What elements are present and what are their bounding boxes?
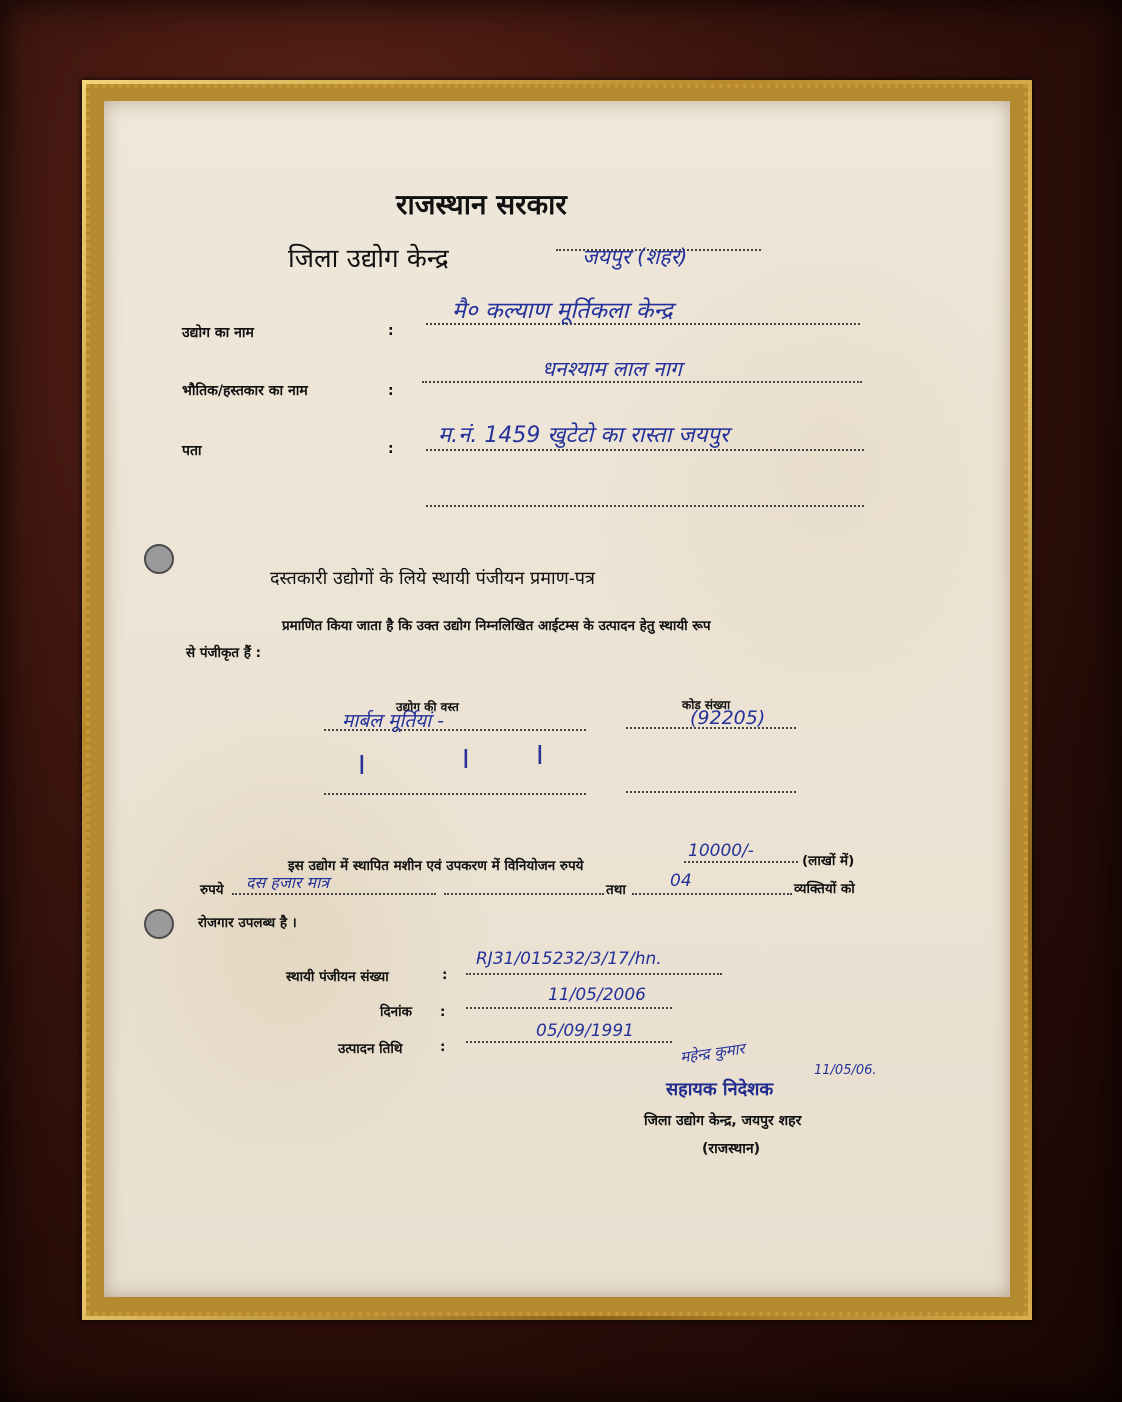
colon: :	[388, 323, 394, 339]
ditto-mark: I	[358, 751, 366, 781]
address-line-1	[426, 449, 864, 451]
address-value: म.नं. 1459 खुटेटो का रास्ता जयपुर	[438, 423, 729, 448]
district-handwritten: जयपुर (शहर)	[582, 245, 688, 269]
employment-text: रोजगार उपलब्ध है ।	[198, 915, 297, 931]
lakhs-suffix: (लाखों में)	[802, 853, 855, 869]
registration-line	[466, 973, 722, 975]
item-column-header: उद्योग की वस्त	[396, 700, 459, 714]
rupees-words-line	[232, 893, 436, 895]
signatory-state: (राजस्थान)	[702, 1141, 761, 1157]
industry-name-label: उद्योग का नाम	[182, 325, 254, 341]
colon: :	[442, 967, 448, 983]
punch-hole-bottom	[144, 909, 174, 939]
item-line-2	[324, 793, 586, 795]
date-value: 11/05/2006	[548, 985, 646, 1005]
colon: :	[388, 383, 394, 399]
rupees-words: दस हजार मात्र	[246, 873, 330, 892]
production-date-label: उत्पादन तिथि	[338, 1041, 403, 1057]
government-title: राजस्थान सरकार	[396, 188, 567, 221]
persons-line	[632, 893, 792, 895]
amount-line	[684, 861, 798, 863]
certificate-line-2: से पंजीकृत हैं :	[186, 645, 262, 661]
item-value: मार्बल मूर्तियां -	[342, 710, 445, 732]
colon: :	[388, 441, 394, 457]
owner-value: धनश्याम लाल नाग	[542, 357, 682, 381]
persons-count: 04	[670, 871, 692, 891]
colon: :	[440, 1039, 446, 1055]
production-date-line	[466, 1041, 672, 1043]
investment-text: इस उद्योग में स्थापित मशीन एवं उपकरण में विनियोजन रुपये	[288, 858, 584, 874]
punch-hole-top	[144, 544, 174, 574]
code-column-header: कोड संख्या	[682, 698, 731, 712]
signature: महेन्द्र कुमार	[679, 1039, 746, 1067]
ditto-mark: I	[462, 745, 470, 775]
ditto-mark: I	[536, 741, 544, 771]
date-label: दिनांक	[380, 1004, 413, 1020]
code-line-2	[626, 791, 796, 793]
rupees-label: रुपये	[200, 882, 224, 898]
industry-name-value: मै० कल्याण मूर्तिकला केन्द्र	[452, 298, 673, 324]
code-value: (92205)	[690, 707, 766, 729]
office-title: जिला उद्योग केन्द्र	[288, 244, 449, 274]
signatory-office: जिला उद्योग केन्द्र, जयपुर शहर	[644, 1113, 802, 1129]
registration-label: स्थायी पंजीयन संख्या	[286, 969, 389, 985]
assistant-director-title: सहायक निदेशक	[666, 1079, 774, 1100]
certificate-line-1: प्रमाणित किया जाता है कि उक्त उद्योग निम्नलिखित आईटम्स के उत्पादन हेतु स्थायी रूप	[282, 618, 711, 634]
owner-label: भौतिक/हस्तकार का नाम	[182, 383, 308, 399]
colon: :	[440, 1004, 446, 1020]
date-line	[466, 1007, 672, 1009]
rupees-extra-line	[444, 893, 604, 895]
tatha-text: तथा	[606, 882, 626, 898]
certificate-paper	[104, 101, 1010, 1297]
investment-amount: 10000/-	[688, 841, 754, 861]
production-date-value: 05/09/1991	[536, 1021, 634, 1041]
certificate-heading: दस्तकारी उद्योगों के लिये स्थायी पंजीयन प्रमाण-पत्र	[270, 568, 595, 589]
address-line-2	[426, 505, 864, 507]
address-label: पता	[182, 443, 202, 459]
persons-suffix: व्यक्तियों को	[794, 881, 855, 897]
signature-date: 11/05/06.	[814, 1063, 877, 1078]
registration-number: RJ31/015232/3/17/hn.	[476, 949, 662, 969]
